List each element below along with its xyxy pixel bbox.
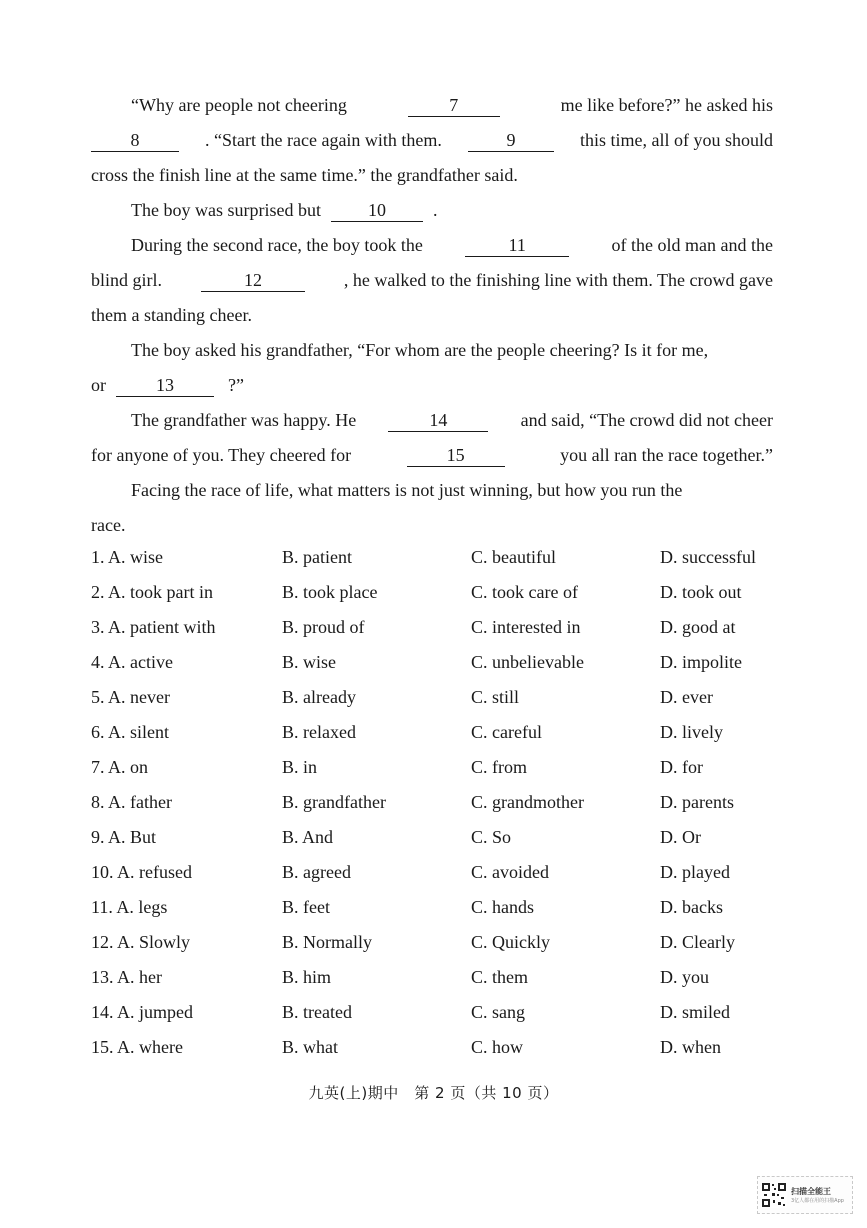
- option-choice: 5. A. never: [91, 687, 170, 707]
- passage-text: them a standing cheer.: [91, 305, 252, 325]
- answer-options: [91, 540, 781, 1065]
- qr-code-icon: [761, 1182, 787, 1208]
- option-choice: 15. A. where: [91, 1037, 183, 1057]
- blank-13: 13: [116, 374, 214, 397]
- option-choice: B. relaxed: [282, 722, 356, 742]
- option-row: [91, 855, 781, 890]
- option-choice: B. grandfather: [282, 792, 386, 812]
- passage-text: you all ran the race together.”: [560, 445, 773, 465]
- option-choice: 3. A. patient with: [91, 617, 216, 637]
- option-choice: 10. A. refused: [91, 862, 192, 882]
- passage-text: The grandfather was happy. He: [131, 410, 357, 430]
- blank-9: 9: [468, 129, 554, 152]
- option-row: [91, 960, 781, 995]
- option-choice: B. Normally: [282, 932, 372, 952]
- option-choice: D. played: [660, 862, 730, 882]
- passage-text: for anyone of you. They cheered for: [91, 445, 352, 465]
- option-choice: D. successful: [660, 547, 756, 567]
- option-choice: D. impolite: [660, 652, 742, 672]
- option-choice: B. proud of: [282, 617, 365, 637]
- option-choice: 12. A. Slowly: [91, 932, 191, 952]
- option-choice: B. already: [282, 687, 356, 707]
- option-choice: 7. A. on: [91, 757, 149, 777]
- option-choice: D. backs: [660, 897, 723, 917]
- option-choice: 8. A. father: [91, 792, 172, 812]
- option-choice: D. for: [660, 757, 703, 777]
- blank-7: 7: [408, 94, 500, 117]
- option-choice: C. interested in: [471, 617, 581, 637]
- option-choice: D. smiled: [660, 1002, 730, 1022]
- passage-line: [91, 193, 773, 228]
- option-choice: 9. A. But: [91, 827, 157, 847]
- passage-text: me like before?” he asked his: [560, 95, 773, 115]
- passage-line: [91, 333, 773, 368]
- option-choice: C. So: [471, 827, 512, 847]
- option-choice: B. treated: [282, 1002, 352, 1022]
- passage-text: The boy was surprised but: [131, 200, 321, 220]
- option-choice: B. wise: [282, 652, 336, 672]
- passage-text: “Why are people not cheering: [131, 95, 347, 115]
- option-row: [91, 750, 781, 785]
- page-footer: 九英(上)期中 第 2 页（共 10 页）: [308, 1084, 559, 1102]
- passage-text: The boy asked his grandfather, “For whom are the people cheering? Is it for me,: [131, 340, 709, 360]
- blank-8: 8: [91, 129, 179, 152]
- option-choice: C. took care of: [471, 582, 578, 602]
- cloze-passage: [91, 88, 773, 543]
- option-row: [91, 820, 781, 855]
- blank-14: 14: [388, 409, 488, 432]
- option-row: [91, 1030, 781, 1065]
- scanner-subtitle: 3亿人都在用的扫描App: [791, 1198, 844, 1204]
- option-choice: C. how: [471, 1037, 524, 1057]
- option-choice: B. agreed: [282, 862, 351, 882]
- option-choice: C. avoided: [471, 862, 549, 882]
- option-choice: D. ever: [660, 687, 713, 707]
- option-row: [91, 785, 781, 820]
- option-choice: C. Quickly: [471, 932, 550, 952]
- option-choice: C. them: [471, 967, 528, 987]
- option-choice: D. good at: [660, 617, 736, 637]
- passage-text: of the old man and the: [611, 235, 773, 255]
- passage-text: and said, “The crowd did not cheer: [520, 410, 773, 430]
- scanner-watermark: [757, 1176, 853, 1214]
- option-choice: C. careful: [471, 722, 542, 742]
- option-row: [91, 995, 781, 1030]
- option-choice: C. still: [471, 687, 520, 707]
- blank-12: 12: [201, 269, 305, 292]
- option-choice: B. what: [282, 1037, 338, 1057]
- option-row: [91, 575, 781, 610]
- option-row: [91, 890, 781, 925]
- passage-line: [91, 438, 773, 473]
- passage-text: this time, all of you should: [579, 130, 773, 150]
- option-row: [91, 540, 781, 575]
- option-choice: C. grandmother: [471, 792, 584, 812]
- passage-text: blind girl.: [91, 270, 162, 290]
- option-choice: D. lively: [660, 722, 723, 742]
- passage-line: [91, 88, 773, 123]
- passage-text: cross the finish line at the same time.” the grandfather said.: [91, 165, 518, 185]
- passage-line: [91, 403, 773, 438]
- option-choice: B. feet: [282, 897, 330, 917]
- option-choice: 13. A. her: [91, 967, 162, 987]
- option-choice: B. in: [282, 757, 318, 777]
- option-choice: C. beautiful: [471, 547, 556, 567]
- scanner-title: 扫描全能王: [791, 1187, 831, 1196]
- passage-line: [91, 228, 773, 263]
- option-choice: C. hands: [471, 897, 534, 917]
- option-row: [91, 925, 781, 960]
- passage-text: During the second race, the boy took the: [131, 235, 423, 255]
- option-choice: B. patient: [282, 547, 352, 567]
- option-choice: D. Or: [660, 827, 701, 847]
- passage-line: [91, 508, 773, 543]
- option-choice: C. unbelievable: [471, 652, 584, 672]
- option-choice: 14. A. jumped: [91, 1002, 193, 1022]
- passage-line: [91, 473, 773, 508]
- option-choice: B. him: [282, 967, 332, 987]
- passage-line: [91, 368, 773, 403]
- passage-line: [91, 298, 773, 333]
- passage-text: Facing the race of life, what matters is not just winning, but how you run the: [131, 480, 683, 500]
- option-choice: D. you: [660, 967, 709, 987]
- option-choice: D. when: [660, 1037, 721, 1057]
- passage-line: [91, 158, 773, 193]
- option-choice: D. took out: [660, 582, 742, 602]
- option-choice: B. took place: [282, 582, 378, 602]
- passage-text: . “Start the race again with them.: [205, 130, 442, 150]
- passage-text: race.: [91, 515, 126, 535]
- blank-10: 10: [331, 199, 423, 222]
- option-choice: B. And: [282, 827, 334, 847]
- blank-11: 11: [465, 234, 569, 257]
- option-choice: D. Clearly: [660, 932, 735, 952]
- scanner-text: [791, 1186, 844, 1204]
- option-row: [91, 715, 781, 750]
- option-row: [91, 680, 781, 715]
- option-choice: 2. A. took part in: [91, 582, 213, 602]
- option-choice: D. parents: [660, 792, 734, 812]
- option-choice: 6. A. silent: [91, 722, 170, 742]
- option-choice: 4. A. active: [91, 652, 173, 672]
- option-choice: 11. A. legs: [91, 897, 168, 917]
- passage-line: [91, 263, 773, 298]
- passage-line: [91, 123, 773, 158]
- option-choice: 1. A. wise: [91, 547, 163, 567]
- passage-text: or: [91, 375, 106, 395]
- passage-text: .: [432, 200, 438, 220]
- blank-15: 15: [407, 444, 505, 467]
- option-row: [91, 645, 781, 680]
- option-row: [91, 610, 781, 645]
- passage-text: ?”: [228, 375, 244, 395]
- option-choice: C. from: [471, 757, 527, 777]
- passage-text: , he walked to the finishing line with them. The crowd gave: [343, 270, 773, 290]
- option-choice: C. sang: [471, 1002, 525, 1022]
